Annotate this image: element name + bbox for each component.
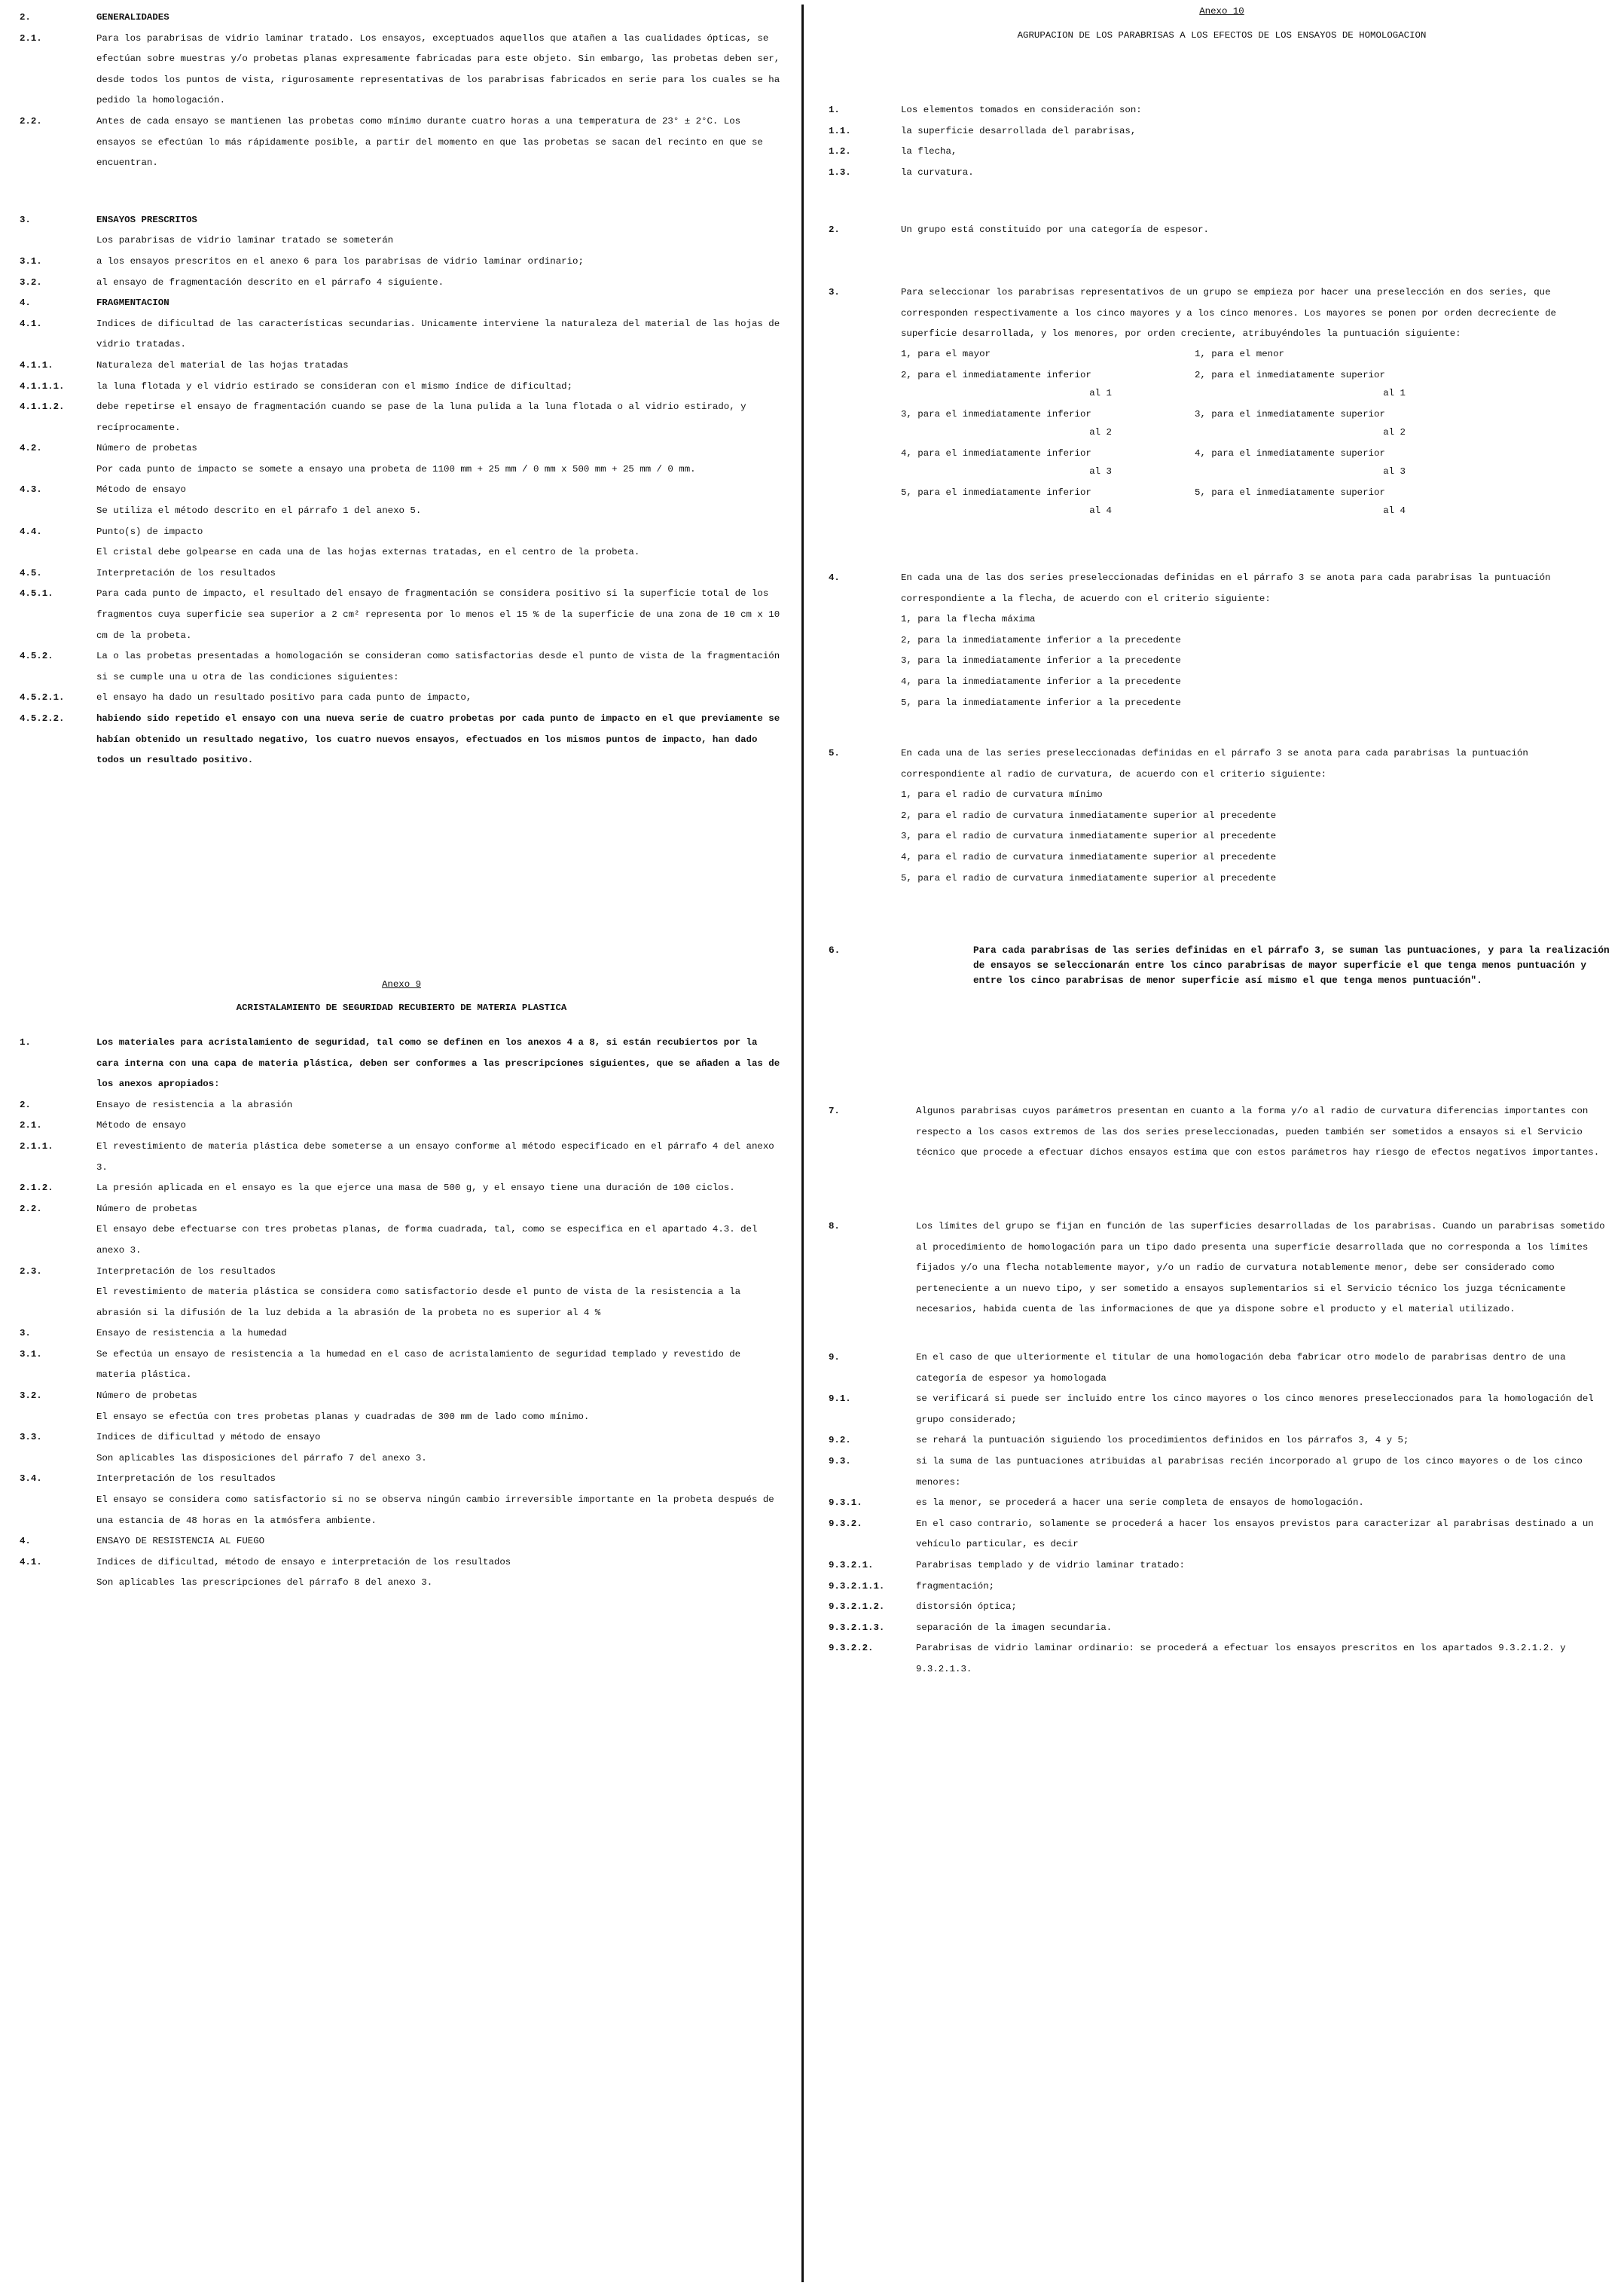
- paragraph-number: 9.1.: [829, 1393, 851, 1405]
- section-title: GENERALIDADES: [96, 12, 169, 23]
- points-left-5: 5, para el inmediatamente inferior al 4: [901, 487, 1112, 516]
- paragraph-text: En el caso de que ulteriormente el titular de una homologación deba fabricar otro modelo de parabrisas dentro de una categoría de espesor ya homologada: [916, 1352, 1566, 1384]
- list-item: 5, para la inmediatamente inferior a la precedente: [901, 697, 1181, 708]
- paragraph-title: Método de ensayo: [96, 1120, 186, 1131]
- annex-9-paragraph-2-3: [20, 1262, 783, 1283]
- annex-10-paragraph-2: [829, 220, 1615, 241]
- section-number: 3.: [20, 214, 31, 225]
- paragraph-number: 4.: [829, 572, 840, 583]
- paragraph-number: 2.3.: [20, 1265, 42, 1277]
- paragraph-text: Algunos parabrisas cuyos parámetros presentan en cuanto a la forma y/o al radio de curvatura diferencias importantes con respecto a los casos extremos de las dos series preseleccionadas, pueden también ser sometidos a ensayos si el Servicio técnico que procede a efectuar dichos ensayos estima que con estos parámetros hay riesgo de efectos negativos importantes.: [916, 1106, 1600, 1158]
- paragraph-text: es la menor, se procederá a hacer una serie completa de ensayos de homologación.: [916, 1497, 1364, 1509]
- annex-9-paragraph-1: [20, 1033, 783, 1095]
- points-left-4: 4, para el inmediatamente inferior al 3: [901, 447, 1112, 477]
- points-left-2: 2, para el inmediatamente inferior al 1: [901, 369, 1112, 398]
- paragraph-number: 9.: [829, 1352, 840, 1363]
- paragraph-3-2: [20, 273, 783, 294]
- paragraph-number: 2.: [20, 1099, 31, 1110]
- points-right-2: 2, para el inmediatamente superior al 1: [1195, 369, 1406, 398]
- paragraph-number: 7.: [829, 1106, 840, 1117]
- paragraph-number: 1.: [20, 1036, 31, 1048]
- paragraph-number: 4.4.: [20, 526, 42, 537]
- annex-9-paragraph-2: [20, 1095, 783, 1116]
- annex-9-paragraph-2-1: [20, 1116, 783, 1137]
- paragraph-text: el ensayo ha dado un resultado positivo para cada punto de impacto,: [96, 692, 472, 703]
- paragraph-text: Un grupo está constituido por una categoría de espesor.: [901, 224, 1209, 235]
- left-column: [20, 0, 783, 1594]
- paragraph-number: 1.3.: [829, 166, 851, 178]
- paragraph-number: 3.: [20, 1328, 31, 1339]
- points-right-1: 1, para el menor: [1195, 348, 1284, 359]
- annex-9-header: [20, 975, 783, 1019]
- annex-title: Anexo 10: [1199, 6, 1244, 17]
- list-item: 4, para la inmediatamente inferior a la precedente: [901, 676, 1181, 687]
- paragraph-number: 5.: [829, 748, 840, 759]
- paragraph-title: Número de probetas: [96, 443, 197, 454]
- paragraph-title: Indices de dificultad y método de ensayo: [96, 1432, 321, 1443]
- annex-10-paragraph-5: [829, 743, 1615, 785]
- paragraph-text: fragmentación;: [916, 1580, 995, 1592]
- paragraph-title: Número de probetas: [96, 1390, 197, 1402]
- paragraph-text: Se efectúa un ensayo de resistencia a la humedad en el caso de acristalamiento de seguridad templado y revestido de materia plástica.: [96, 1348, 741, 1381]
- paragraph-number: 3.2.: [20, 276, 42, 288]
- annex-10-paragraph-9-3-2: [829, 1514, 1615, 1555]
- paragraph-number: 1.1.: [829, 125, 851, 136]
- paragraph-title: Método de ensayo: [96, 484, 186, 496]
- section-title: FRAGMENTACION: [96, 298, 169, 309]
- annex-9-paragraph-3-1: [20, 1344, 783, 1386]
- annex-9-paragraph-3-2-body: [20, 1407, 783, 1428]
- section-4-heading: [20, 293, 783, 314]
- paragraph-2-2: [20, 111, 783, 174]
- paragraph-number: 4.5.2.: [20, 651, 53, 662]
- annex-10-header: [829, 2, 1615, 46]
- paragraph-number: 4.1.1.2.: [20, 401, 65, 413]
- paragraph-number: 9.3.: [829, 1455, 851, 1466]
- annex-9-paragraph-3-4: [20, 1469, 783, 1490]
- paragraph-number: 9.3.2.2.: [829, 1643, 874, 1654]
- paragraph-4-1: [20, 314, 783, 356]
- paragraph-number: 9.3.2.: [829, 1518, 862, 1529]
- annex-10-paragraph-9: [829, 1347, 1615, 1389]
- paragraph-text: al ensayo de fragmentación descrito en el párrafo 4 siguiente.: [96, 276, 444, 288]
- annex-9-paragraph-2-1-1: [20, 1137, 783, 1178]
- paragraph-number: 4.5.2.1.: [20, 692, 65, 703]
- right-column: [829, 0, 1615, 1680]
- list-item: 5, para el radio de curvatura inmediatamente superior al precedente: [901, 872, 1277, 884]
- paragraph-title: Número de probetas: [96, 1203, 197, 1214]
- paragraph-4-5-1: [20, 584, 783, 646]
- annex-subtitle: AGRUPACION DE LOS PARABRISAS A LOS EFECTOS DE LOS ENSAYOS DE HOMOLOGACION: [1017, 29, 1427, 41]
- paragraph-text: Para seleccionar los parabrisas representativos de un grupo se empieza por hacer una preselección en dos series, que corresponden respectivamente a los cinco mayores y a los cinco menores. Los mayores se ponen por orden decreciente de superficie desarrollada, y los menores, por orden creciente, atribuyéndoles la puntuación siguiente:: [901, 287, 1556, 340]
- annex-9-paragraph-4-1: [20, 1552, 783, 1573]
- paragraph-number: 9.3.2.1.: [829, 1559, 874, 1570]
- paragraph-text: Los materiales para acristalamiento de seguridad, tal como se definen en los anexos 4 a 8, si están recubiertos por la cara interna con una capa de materia plástica, deben ser conformes a las prescripciones siguientes, que se añaden a las de los anexos apropiados:: [96, 1036, 780, 1090]
- paragraph-text: El revestimiento de materia plástica debe someterse a un ensayo conforme al método especificado en el párrafo 4 del anexo 3.: [96, 1140, 774, 1173]
- annex-9-paragraph-3-2: [20, 1386, 783, 1407]
- paragraph-number: 1.: [829, 105, 840, 116]
- paragraph-number: 4.1.: [20, 318, 42, 329]
- paragraph-text: distorsión óptica;: [916, 1601, 1017, 1613]
- paragraph-text: se rehará la puntuación siguiendo los procedimientos definidos en los párrafos 3, 4 y 5;: [916, 1435, 1409, 1446]
- annex-9-paragraph-4-1-body: [20, 1573, 783, 1594]
- paragraph-4-5: [20, 563, 783, 584]
- paragraph-text: Son aplicables las disposiciones del párrafo 7 del anexo 3.: [96, 1452, 427, 1463]
- paragraph-text: separación de la imagen secundaria.: [916, 1622, 1113, 1633]
- paragraph-4-4-body: [20, 542, 783, 563]
- paragraph-text: Por cada punto de impacto se somete a ensayo una probeta de 1100 mm + 25 mm / 0 mm x 500 mm + 25 mm / 0 mm.: [96, 463, 696, 475]
- paragraph-text: Para los parabrisas de vidrio laminar tratado. Los ensayos, exceptuados aquellos que atañen a las cualidades ópticas, se efectúan sobre muestras y/o probetas planas expresamente fabricadas para este objeto. Sin embargo, las probetas deben ser, desde todos los puntos de vista, rigurosamente representativas de los parabrisas fabricados en serie para los cuales se ha pedido la homologación.: [96, 32, 780, 106]
- paragraph-number: 4.2.: [20, 443, 42, 454]
- annex-10-paragraph-9-3-2-1-2: [829, 1597, 1615, 1618]
- annex-9-paragraph-2-2-body: [20, 1219, 783, 1261]
- annex-10-paragraph-7: [829, 1101, 1615, 1164]
- paragraph-text: la flecha,: [901, 146, 957, 157]
- paragraph-text: la luna flotada y el vidrio estirado se consideran con el mismo índice de dificultad;: [96, 380, 573, 392]
- paragraph-text: Los límites del grupo se fijan en función de las superficies desarrolladas de los parabrisas. Cuando un parabrisas sometido al procedimiento de homologación para un tipo dado presenta una superficie desarrollada que no corresponda a los límites fijados y/o una flecha notablemente mayor, y/o un radio de curvatura notablemente menor, debe ser considerado como perteneciente a un nuevo tipo, y ser sometido a ensayos suplementarios si el Servicio técnico los juzga técnicamente necesarios, habida cuenta de las informaciones de que ya dispone sobre el producto y el material utilizado.: [916, 1221, 1605, 1315]
- paragraph-text: Se utiliza el método descrito en el párrafo 1 del anexo 5.: [96, 505, 422, 517]
- annex-10-paragraph-3: [829, 282, 1615, 345]
- paragraph-text: Parabrisas de vidrio laminar ordinario: se procederá a efectuar los ensayos prescritos en los apartados 9.3.2.1.2. y 9.3.2.1.3.: [916, 1643, 1566, 1674]
- column-divider: [801, 5, 804, 2282]
- points-right-3: 3, para el inmediatamente superior al 2: [1195, 408, 1406, 438]
- paragraph-number: 3.3.: [20, 1432, 42, 1443]
- paragraph-text: Los parabrisas de vidrio laminar tratado se someterán: [96, 235, 394, 246]
- annex-10-paragraph-9-3: [829, 1451, 1615, 1493]
- paragraph-title: ENSAYO DE RESISTENCIA AL FUEGO: [96, 1536, 265, 1547]
- paragraph-number: 2.1.: [20, 1120, 42, 1131]
- paragraph-number: 2.2.: [20, 1203, 42, 1214]
- annex-10-paragraph-1-2: [829, 142, 1615, 163]
- paragraph-number: 4.3.: [20, 484, 42, 496]
- paragraph-4-5-2: [20, 646, 783, 688]
- paragraph-text: La o las probetas presentadas a homologación se consideran como satisfactorias desde el punto de vista de la fragmentación si se cumple una u otra de las condiciones siguientes:: [96, 651, 780, 682]
- section-2-heading: [20, 8, 783, 29]
- paragraph-number: 6.: [829, 945, 841, 957]
- paragraph-number: 9.3.2.1.3.: [829, 1622, 885, 1633]
- list-item: 3, para la inmediatamente inferior a la precedente: [901, 655, 1181, 667]
- paragraph-text: debe repetirse el ensayo de fragmentación cuando se pase de la luna pulida a la luna flotada o al vidrio estirado, y recíprocamente.: [96, 401, 746, 433]
- points-table: [901, 345, 1458, 523]
- paragraph-text: a los ensayos prescritos en el anexo 6 para los parabrisas de vidrio laminar ordinario;: [96, 255, 584, 267]
- paragraph-text: Los elementos tomados en consideración son:: [901, 105, 1142, 116]
- annex-10-paragraph-9-3-2-1-1: [829, 1576, 1615, 1598]
- paragraph-4-2-body: [20, 459, 783, 481]
- paragraph-title: Interpretación de los resultados: [96, 1473, 276, 1485]
- annex-title: Anexo 9: [381, 978, 422, 990]
- annex-10-paragraph-9-3-2-2: [829, 1638, 1615, 1680]
- paragraph-4-1-1-1: [20, 377, 783, 398]
- paragraph-text: En cada una de las dos series preseleccionadas definidas en el párrafo 3 se anota para cada parabrisas la puntuación correspondiente a la flecha, de acuerdo con el criterio siguiente:: [901, 572, 1551, 604]
- paragraph-text: Para cada punto de impacto, el resultado del ensayo de fragmentación se considera positivo si la superficie total de los fragmentos cuya superficie sea superior a 2 cm² representa por lo menos el 15 % de la superficie de una zona de 10 cm x 10 cm de la probeta.: [96, 588, 780, 641]
- paragraph-text: la superficie desarrollada del parabrisas,: [901, 125, 1137, 136]
- paragraph-text: Para cada parabrisas de las series definidas en el párrafo 3, se suman las puntuaciones, y para la realización de ensayos se seleccionarán entre los cinco parabrisas de mayor superficie el que tenga menos puntuación y entre los cinco parabrisas de menor superficie así mismo el que tenga menos puntuación".: [973, 945, 1610, 987]
- points-left-1: 1, para el mayor: [901, 348, 991, 359]
- annex-9-paragraph-3: [20, 1323, 783, 1344]
- paragraph-number: 2.1.1.: [20, 1140, 53, 1152]
- paragraph-number: 3.1.: [20, 255, 42, 267]
- paragraph-title: Ensayo de resistencia a la humedad: [96, 1328, 287, 1339]
- annex-10-paragraph-4: [829, 568, 1615, 609]
- paragraph-text: El cristal debe golpearse en cada una de las hojas externas tratadas, en el centro de la probeta.: [96, 547, 640, 558]
- list-item: 4, para el radio de curvatura inmediatamente superior al precedente: [901, 852, 1277, 863]
- paragraph-number: 4.1.1.: [20, 359, 53, 371]
- paragraph-number: 9.3.2.1.1.: [829, 1580, 885, 1592]
- paragraph-number: 9.3.2.1.2.: [829, 1601, 885, 1613]
- annex-9-paragraph-4: [20, 1531, 783, 1552]
- paragraph-4-1-1-2: [20, 397, 783, 438]
- curvature-criteria-list: [901, 785, 1615, 889]
- paragraph-number: 4.5.2.2.: [20, 713, 65, 724]
- section-number: 4.: [20, 298, 31, 309]
- paragraph-number: 3.: [829, 287, 840, 298]
- points-right-4: 4, para el inmediatamente superior al 3: [1195, 447, 1406, 477]
- paragraph-text: El ensayo debe efectuarse con tres probetas planas, de forma cuadrada, tal, como se especifica en el apartado 4.3. del anexo 3.: [96, 1224, 758, 1256]
- paragraph-text: Naturaleza del material de las hojas tratadas: [96, 359, 349, 371]
- paragraph-text: Son aplicables las prescripciones del párrafo 8 del anexo 3.: [96, 1577, 433, 1589]
- paragraph-text: El revestimiento de materia plástica se considera como satisfactorio desde el punto de vista de la resistencia a la abrasión si la difusión de la luz debida a la abrasión de la probeta no es superior al 4 %: [96, 1286, 741, 1318]
- paragraph-2-1: [20, 29, 783, 111]
- paragraph-title: Interpretación de los resultados: [96, 1265, 276, 1277]
- annex-10-paragraph-9-3-1: [829, 1493, 1615, 1514]
- paragraph-title: Indices de dificultad, método de ensayo e interpretación de los resultados: [96, 1556, 511, 1567]
- paragraph-4-5-2-2: [20, 709, 783, 771]
- paragraph-number: 8.: [829, 1221, 840, 1232]
- paragraph-number: 3.2.: [20, 1390, 42, 1402]
- paragraph-text: Indices de dificultad de las características secundarias. Unicamente interviene la naturaleza del material de las hojas de vidrio tratadas.: [96, 318, 780, 350]
- list-item: 3, para el radio de curvatura inmediatamente superior al precedente: [901, 831, 1277, 842]
- list-item: 2, para el radio de curvatura inmediatamente superior al precedente: [901, 810, 1277, 821]
- annex-10-paragraph-1-1: [829, 121, 1615, 142]
- annex-subtitle: ACRISTALAMIENTO DE SEGURIDAD RECUBIERTO DE MATERIA PLASTICA: [236, 1003, 567, 1014]
- annex-10-paragraph-1-3: [829, 163, 1615, 184]
- list-item: 1, para el radio de curvatura mínimo: [901, 789, 1103, 801]
- paragraph-number: 2.2.: [20, 115, 42, 127]
- annex-9-paragraph-3-3: [20, 1427, 783, 1448]
- paragraph-number: 1.2.: [829, 146, 851, 157]
- paragraph-number: 2.1.2.: [20, 1183, 53, 1194]
- paragraph-number: 3.4.: [20, 1473, 42, 1485]
- paragraph-number: 4.1.: [20, 1556, 42, 1567]
- paragraph-4-3-body: [20, 501, 783, 522]
- paragraph-text: se verificará si puede ser incluido entre los cinco mayores o los cinco menores preseleccionados para la homologación del grupo considerado;: [916, 1393, 1594, 1425]
- paragraph-text: habiendo sido repetido el ensayo con una nueva serie de cuatro probetas por cada punto de impacto en el que previamente se habían obtenido un resultado negativo, los cuatro nuevos ensayos, efectuados en los mismos puntos de impacto, han dado todos un resultado positivo.: [96, 713, 780, 766]
- paragraph-4-3: [20, 480, 783, 501]
- paragraph-text: Parabrisas templado y de vidrio laminar tratado:: [916, 1559, 1185, 1570]
- paragraph-text: En el caso contrario, solamente se procederá a hacer los ensayos previstos para caracterizar al parabrisas destinado a un vehículo particular, es decir: [916, 1518, 1594, 1550]
- annex-9-paragraph-3-3-body: [20, 1448, 783, 1470]
- paragraph-text: Antes de cada ensayo se mantienen las probetas como mínimo durante cuatro horas a una temperatura de 23° ± 2°C. Los ensayos se efectúan lo más rápidamente posible, a partir del momento en que las probetas se sacan del recinto en que se encuentran.: [96, 115, 763, 169]
- flecha-criteria-list: [901, 609, 1615, 713]
- annex-10-paragraph-9-3-2-1-3: [829, 1618, 1615, 1639]
- annex-9-paragraph-2-3-body: [20, 1282, 783, 1323]
- paragraph-4-2: [20, 438, 783, 459]
- annex-10-paragraph-8: [829, 1216, 1615, 1320]
- points-left-3: 3, para el inmediatamente inferior al 2: [901, 408, 1112, 438]
- paragraph-number: 2.: [829, 224, 840, 235]
- section-title: ENSAYOS PRESCRITOS: [96, 214, 197, 225]
- paragraph-text: si la suma de las puntuaciones atribuidas al parabrisas recién incorporado al grupo de los cinco mayores o de los cinco menores:: [916, 1455, 1583, 1488]
- section-3-intro: [20, 230, 783, 252]
- annex-9-paragraph-2-2: [20, 1199, 783, 1220]
- annex-9-paragraph-3-4-body: [20, 1490, 783, 1531]
- section-number: 2.: [20, 12, 31, 23]
- paragraph-number: 2.1.: [20, 32, 42, 44]
- paragraph-number: 9.2.: [829, 1435, 851, 1446]
- paragraph-title: Interpretación de los resultados: [96, 567, 276, 578]
- paragraph-text: La presión aplicada en el ensayo es la que ejerce una masa de 500 g, y el ensayo tiene una duración de 100 ciclos.: [96, 1183, 735, 1194]
- points-right-5: 5, para el inmediatamente superior al 4: [1195, 487, 1406, 516]
- paragraph-4-1-1: [20, 356, 783, 377]
- paragraph-text: El ensayo se efectúa con tres probetas planas y cuadradas de 300 mm de lado como mínimo.: [96, 1411, 590, 1422]
- paragraph-number: 4.1.1.1.: [20, 380, 65, 392]
- paragraph-number: 9.3.1.: [829, 1497, 862, 1509]
- paragraph-number: 4.: [20, 1536, 31, 1547]
- paragraph-title: Punto(s) de impacto: [96, 526, 203, 537]
- list-item: 2, para la inmediatamente inferior a la precedente: [901, 634, 1181, 645]
- paragraph-text: En cada una de las series preseleccionadas definidas en el párrafo 3 se anota para cada parabrisas la puntuación correspondiente al radio de curvatura, de acuerdo con el criterio siguiente:: [901, 748, 1528, 780]
- paragraph-text: El ensayo se considera como satisfactorio si no se observa ningún cambio irreversible importante en la probeta después de una estancia de 48 horas en la atmósfera ambiente.: [96, 1494, 774, 1526]
- paragraph-number: 4.5.1.: [20, 588, 53, 600]
- paragraph-4-4: [20, 522, 783, 543]
- paragraph-4-5-2-1: [20, 688, 783, 709]
- section-3-heading: [20, 210, 783, 231]
- annex-10-paragraph-9-2: [829, 1430, 1615, 1451]
- paragraph-text: la curvatura.: [901, 166, 974, 178]
- annex-10-paragraph-6: [829, 943, 1615, 988]
- annex-10-paragraph-9-3-2-1: [829, 1555, 1615, 1576]
- annex-9-paragraph-2-1-2: [20, 1178, 783, 1199]
- paragraph-3-1: [20, 252, 783, 273]
- paragraph-title: Ensayo de resistencia a la abrasión: [96, 1099, 293, 1110]
- paragraph-number: 4.5.: [20, 567, 42, 578]
- paragraph-number: 3.1.: [20, 1348, 42, 1360]
- list-item: 1, para la flecha máxima: [901, 614, 1036, 625]
- annex-10-paragraph-1: [829, 100, 1615, 121]
- annex-10-paragraph-9-1: [829, 1389, 1615, 1430]
